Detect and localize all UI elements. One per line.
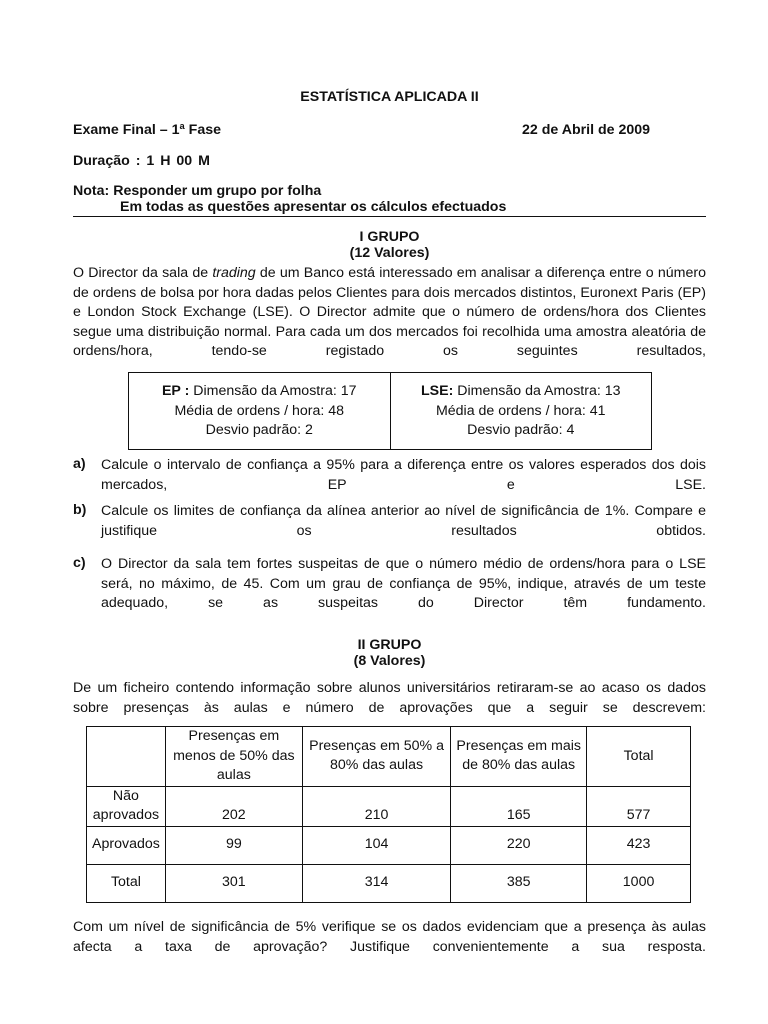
ep-size: Dimensão da Amostra: 17 (193, 383, 357, 399)
group1-intro-part1: O Director da sala de (73, 265, 213, 281)
group2-title: II GRUPO (357, 637, 422, 653)
cell-value: 1000 (587, 864, 691, 902)
group2-intro: De um ficheiro contendo informação sobre alunos universitários retiraram-se ao acaso os dados sobre presenças às aulas e número de aprovações que a seguir se descrevem: (73, 680, 706, 716)
group1-intro (73, 264, 706, 359)
cell-value: 165 (451, 786, 587, 826)
lse-label: LSE: (420, 383, 454, 399)
header-divider (73, 216, 706, 217)
exam-phase: Exame Final – 1ª Fase (73, 122, 221, 138)
cell-value: 314 (302, 864, 450, 902)
cell-value: 423 (587, 826, 691, 864)
row-label: Total (87, 864, 166, 902)
header-attendance-50-80: Presenças em 50% a 80% das aulas (302, 727, 450, 787)
question-c-label: c) (73, 555, 86, 571)
lse-sample-cell (390, 373, 652, 450)
cell-value: 577 (587, 786, 691, 826)
group1-intro-italic: trading (212, 265, 256, 281)
cell-value: 220 (451, 826, 587, 864)
lse-mean: Média de ordens / hora: 41 (435, 402, 606, 419)
exam-note: Nota: Responder um grupo por folha (73, 183, 322, 199)
table-row-total (87, 864, 691, 902)
lse-size: Dimensão da Amostra: 13 (457, 383, 621, 399)
exam-date: 22 de Abril de 2009 (522, 122, 651, 138)
exam-title: ESTATÍSTICA APLICADA II (300, 89, 479, 105)
cell-value: 104 (302, 826, 450, 864)
group1-intro-part2: de um Banco está interessado em analisar a diferença entre o número de ordens de bolsa por hora dadas pelos Clientes para dois mercados distintos, Euronext Paris (EP) e London Stock Exchange (LSE). O Director admite que o número de ordens/hora dos Clientes segue uma distribuição normal. Para cada um dos mercados foi recolhida uma amostra aleatória de ordens/hora, tendo-se registado os seguintes resultados, (73, 265, 706, 359)
question-b-text: Calcule os limites de confiança da alínea anterior ao nível de significância de 1%. Compare e justifique os resultados obtidos. (101, 503, 706, 539)
group1-title: I GRUPO (359, 229, 420, 245)
ep-mean: Média de ordens / hora: 48 (174, 402, 345, 419)
row-label: Aprovados (87, 826, 166, 864)
table-row-approved (87, 826, 691, 864)
table-corner (87, 727, 166, 787)
attendance-approval-table (86, 726, 691, 903)
question-b-label: b) (73, 502, 87, 518)
cell-value: 210 (302, 786, 450, 826)
cell-value: 301 (165, 864, 302, 902)
header-total: Total (587, 727, 691, 787)
market-samples-table (128, 372, 652, 450)
header-attendance-below-50: Presenças em menos de 50% das aulas (165, 727, 302, 787)
question-a-label: a) (73, 456, 86, 472)
question-c-text: O Director da sala tem fortes suspeitas de que o número médio de ordens/hora para o LSE será, no máximo, de 45. Com um grau de confiança de 95%, indique, através de um teste adequado, se as suspeitas do Director têm fundamento. (101, 556, 706, 611)
cell-value: 385 (451, 864, 587, 902)
header-attendance-above-80: Presenças em mais de 80% das aulas (451, 727, 587, 787)
ep-stddev: Desvio padrão: 2 (205, 422, 313, 438)
exam-duration: Duração : 1 H 00 M (73, 153, 210, 169)
ep-label: EP : (161, 383, 190, 399)
group1-points: (12 Valores) (349, 245, 430, 261)
lse-stddev: Desvio padrão: 4 (467, 422, 575, 438)
group2-points: (8 Valores) (353, 653, 426, 669)
exam-note-detail: Em todas as questões apresentar os cálculos efectuados (120, 199, 507, 215)
question-a-text: Calcule o intervalo de confiança a 95% para a diferença entre os valores esperados dos dois mercados, EP e LSE. (101, 457, 706, 493)
group2-question: Com um nível de significância de 5% verifique se os dados evidenciam que a presença às aulas afecta a taxa de aprovação? Justifique convenientemente a sua resposta. (73, 919, 706, 955)
cell-value: 99 (165, 826, 302, 864)
cell-value: 202 (165, 786, 302, 826)
row-label: Não aprovados (87, 786, 166, 826)
ep-sample-cell (129, 373, 391, 450)
table-row-not-approved (87, 786, 691, 826)
